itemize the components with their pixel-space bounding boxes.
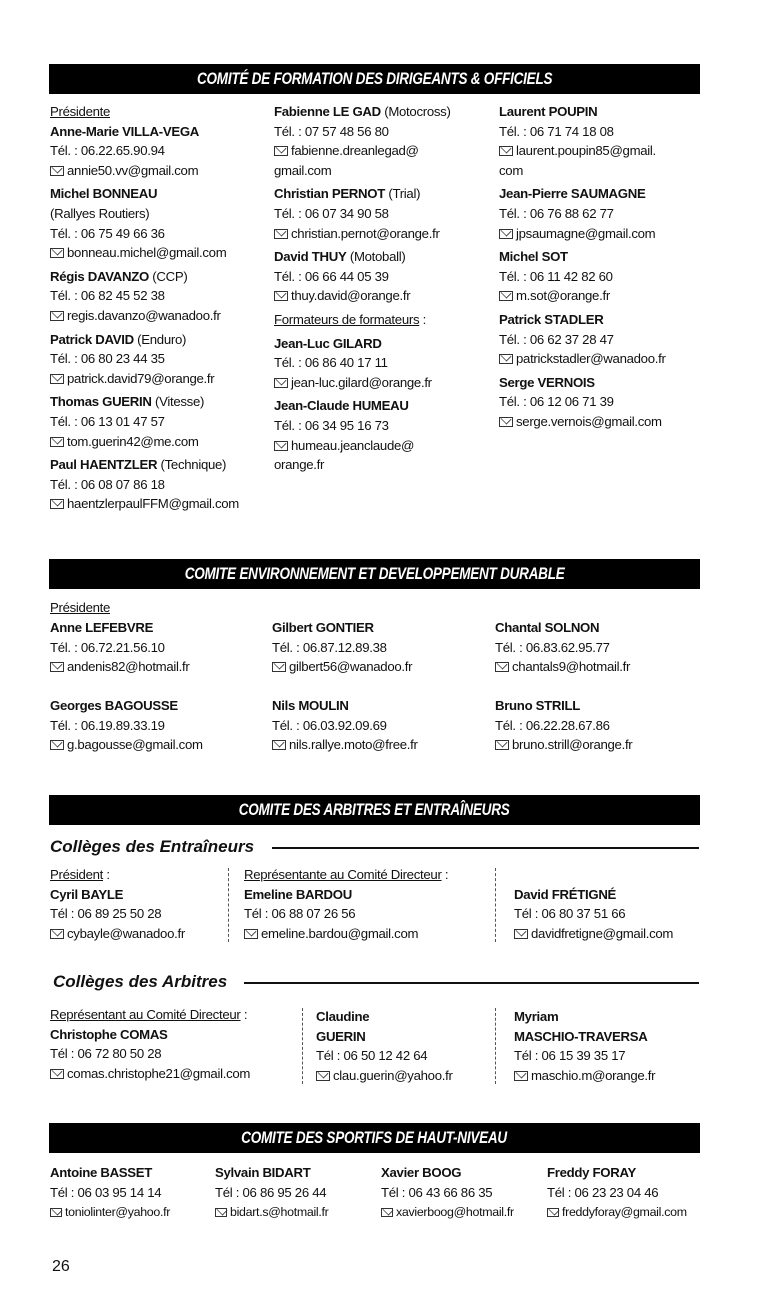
contact-name: Cyril BAYLE: [50, 886, 124, 902]
contact-email[interactable]: thuy.david@orange.fr: [291, 288, 411, 304]
contact-name: Laurent POUPIN: [499, 104, 598, 119]
contact-name: Freddy FORAY: [547, 1165, 636, 1180]
contact-name: MASCHIO-TRAVERSA: [514, 1028, 648, 1044]
role-label: Représentant au Comité Directeur: [50, 1007, 241, 1022]
contact-name: Gilbert GONTIER: [272, 620, 374, 635]
contact-email[interactable]: bruno.strill@orange.fr: [512, 737, 633, 753]
contact-name: Claudine: [316, 1009, 370, 1024]
section-header-arbitres: COMITE DES ARBITRES ET ENTRAÎNEURS: [49, 795, 700, 825]
role-colon: :: [240, 1007, 248, 1022]
contact-phone: Tél. : 06.03.92.09.69: [272, 717, 387, 733]
mail-icon: [274, 229, 288, 239]
contact-phone: Tél : 06 03 95 14 14: [50, 1184, 162, 1200]
contact-phone: Tél : 06 86 95 26 44: [215, 1184, 327, 1200]
mail-icon: [244, 929, 258, 939]
contact-email[interactable]: chantals9@hotmail.fr: [512, 659, 631, 675]
contact-email[interactable]: christian.pernot@orange.fr: [291, 225, 440, 241]
mail-icon: [274, 291, 288, 301]
contact-entry: [50, 122, 239, 181]
contact-name: GUERIN: [316, 1028, 366, 1044]
mail-icon: [514, 929, 528, 939]
contact-entry: [499, 102, 666, 180]
mail-icon: [274, 441, 288, 451]
mail-icon: [50, 929, 64, 939]
contact-list: [274, 102, 451, 306]
contact-card: [272, 618, 412, 677]
contact-email[interactable]: jpsaumagne@gmail.com: [516, 225, 656, 241]
mail-icon: [495, 740, 509, 750]
contact-email[interactable]: g.bagousse@gmail.com: [67, 737, 203, 753]
contact-entry: [50, 455, 239, 514]
contact-phone: Tél : 06 80 37 51 66: [514, 906, 626, 922]
contact-entry: [499, 373, 666, 432]
contact-name: Emeline BARDOU: [244, 886, 352, 902]
entraineurs-col-2: [244, 865, 448, 943]
contact-name: Serge VERNOIS: [499, 374, 595, 390]
contact-card: [495, 618, 630, 677]
contact-card: [215, 1163, 328, 1223]
contact-email[interactable]: comas.christophe21@gmail.com: [67, 1065, 251, 1081]
contact-name: Myriam: [514, 1009, 559, 1024]
contact-name: Nils MOULIN: [272, 698, 349, 713]
contact-name: Chantal SOLNON: [495, 620, 600, 635]
contact-entry: [50, 184, 239, 262]
contact-card: [381, 1163, 514, 1223]
contact-detail: Tél. : 06 76 88 62 77: [499, 205, 614, 221]
president-label: Présidente: [50, 600, 111, 615]
contact-discipline: (Technique): [157, 457, 227, 473]
contact-email[interactable]: fabienne.dreanlegad@: [291, 143, 419, 159]
entraineurs-col-1: [50, 865, 185, 943]
mail-icon: [514, 1071, 528, 1081]
entraineurs-col-3: [514, 885, 673, 944]
contact-phone: Tél : 06 72 80 50 28: [50, 1046, 162, 1062]
contact-detail: Tél. : 06 80 23 44 35: [50, 351, 165, 367]
contact-name: Régis DAVANZO: [50, 268, 149, 284]
contact-name: Jean-Pierre SAUMAGNE: [499, 186, 646, 202]
contact-name: Anne-Marie VILLA-VEGA: [50, 123, 200, 139]
contact-email[interactable]: com: [499, 162, 524, 178]
contact-entry: [50, 392, 239, 451]
mail-icon: [499, 291, 513, 301]
contact-phone: Tél : 06 15 39 35 17: [514, 1048, 626, 1064]
heading-rule: [272, 847, 699, 849]
contact-detail: Tél. : 06 07 34 90 58: [274, 205, 389, 221]
section-header-formation: COMITÉ DE FORMATION DES DIRIGEANTS & OFFICIELS: [49, 64, 700, 94]
contact-email[interactable]: maschio.m@orange.fr: [531, 1067, 656, 1083]
contact-name: Patrick STADLER: [499, 311, 604, 327]
contact-email[interactable]: freddyforay@gmail.com: [562, 1205, 687, 1220]
contact-email[interactable]: haentzlerpaulFFM@gmail.com: [67, 496, 239, 512]
contact-phone: Tél : 06 89 25 50 28: [50, 906, 162, 922]
contact-detail: Tél. : 06 86 40 17 11: [274, 355, 388, 371]
mail-icon: [547, 1208, 559, 1217]
mail-icon: [381, 1208, 393, 1217]
environnement-president-label: [50, 598, 110, 618]
contact-email[interactable]: gilbert56@wanadoo.fr: [289, 659, 413, 675]
contact-email[interactable]: davidfretigne@gmail.com: [531, 925, 674, 941]
contact-discipline: (Motocross): [380, 104, 451, 119]
formateurs-label: Formateurs de formateurs: [274, 311, 420, 327]
contact-entry: [499, 184, 666, 243]
contact-email[interactable]: clau.guerin@yahoo.fr: [333, 1067, 453, 1083]
formateurs-colon: :: [419, 311, 426, 327]
contact-card: [272, 696, 418, 755]
contact-discipline: (Trial): [384, 186, 421, 202]
contact-name: Georges BAGOUSSE: [50, 698, 178, 713]
contact-entry: [274, 247, 451, 306]
contact-list: [50, 122, 239, 514]
contact-list: [499, 102, 666, 432]
formateurs-list: [274, 334, 451, 475]
formation-column-3: [499, 102, 666, 436]
mail-icon: [50, 166, 64, 176]
contact-discipline: (Vitesse): [151, 394, 205, 410]
contact-email[interactable]: regis.davanzo@wanadoo.fr: [67, 307, 221, 323]
mail-icon: [50, 499, 64, 509]
arbitres-col-3: [514, 1007, 655, 1085]
formation-column-2: [274, 102, 451, 479]
mail-icon: [50, 662, 64, 672]
contact-phone: Tél : 06 88 07 26 56: [244, 906, 356, 922]
contact-card: [50, 1163, 170, 1223]
column-divider: [495, 1008, 496, 1084]
contact-detail: Tél. : 06 34 95 16 73: [274, 417, 389, 433]
contact-entry: [274, 184, 451, 243]
contact-email[interactable]: orange.fr: [274, 457, 325, 473]
contact-email[interactable]: bidart.s@hotmail.fr: [230, 1205, 329, 1220]
contact-name: Anne LEFEBVRE: [50, 620, 154, 635]
column-divider: [495, 868, 496, 942]
contact-name: Sylvain BIDART: [215, 1165, 311, 1180]
contact-name: Bruno STRILL: [495, 698, 581, 713]
mail-icon: [272, 740, 286, 750]
mail-icon: [274, 378, 288, 388]
contact-email[interactable]: emeline.bardou@gmail.com: [261, 925, 419, 941]
contact-detail: Tél. : 06 66 44 05 39: [274, 268, 389, 284]
role-label: Président: [50, 867, 104, 882]
mail-icon: [499, 354, 513, 364]
role-colon: :: [103, 867, 110, 882]
contact-name: Jean-Luc GILARD: [274, 335, 382, 351]
page-number: 26: [52, 1258, 70, 1275]
contact-phone: Tél. : 06.83.62.95.77: [495, 639, 610, 655]
contact-detail: (Rallyes Routiers): [50, 205, 150, 221]
contact-entry: [50, 267, 239, 326]
contact-name: Michel SOT: [499, 249, 568, 265]
contact-card: [495, 696, 632, 755]
contact-phone: Tél. : 06.72.21.56.10: [50, 639, 165, 655]
contact-name: Christophe COMAS: [50, 1026, 168, 1042]
arbitres-col-2: [316, 1007, 453, 1085]
contact-phone: Tél : 06 50 12 42 64: [316, 1048, 428, 1064]
contact-email[interactable]: tom.guerin42@me.com: [67, 433, 199, 449]
contact-discipline: (Motoball): [346, 249, 406, 265]
heading-rule: [244, 982, 699, 984]
contact-detail: Tél. : 06 08 07 86 18: [50, 476, 165, 492]
contact-name: Paul HAENTZLER: [50, 457, 158, 473]
contact-email[interactable]: m.sot@orange.fr: [516, 288, 610, 304]
contact-entry: [274, 396, 451, 474]
contact-detail: Tél. : 06 82 45 52 38: [50, 288, 165, 304]
president-label: Présidente: [50, 104, 111, 119]
contact-entry: [274, 334, 451, 393]
contact-phone: Tél : 06 43 66 86 35: [381, 1184, 493, 1200]
contact-email[interactable]: toniolinter@yahoo.fr: [65, 1205, 171, 1220]
contact-discipline: (CCP): [148, 268, 188, 284]
contact-card: [547, 1163, 687, 1223]
mail-icon: [50, 248, 64, 258]
contact-detail: Tél. : 06 62 37 28 47: [499, 331, 614, 347]
contact-entry: [499, 247, 666, 306]
mail-icon: [50, 374, 64, 384]
contact-email[interactable]: patrickstadler@wanadoo.fr: [516, 351, 666, 367]
mail-icon: [50, 1069, 64, 1079]
mail-icon: [215, 1208, 227, 1217]
contact-name: David FRÉTIGNÉ: [514, 886, 617, 902]
mail-icon: [499, 417, 513, 427]
formation-column-1: [50, 102, 239, 518]
mail-icon: [50, 311, 64, 321]
contact-email[interactable]: gmail.com: [274, 162, 332, 178]
contact-phone: Tél. : 06.87.12.89.38: [272, 639, 387, 655]
contact-detail: Tél. : 06 12 06 71 39: [499, 394, 614, 410]
contact-email[interactable]: serge.vernois@gmail.com: [516, 413, 662, 429]
contact-name: Christian PERNOT: [274, 186, 385, 202]
contact-discipline: (Enduro): [133, 331, 187, 347]
mail-icon: [272, 662, 286, 672]
contact-detail: Tél. : 07 57 48 56 80: [274, 123, 389, 139]
contact-card: [50, 618, 189, 677]
contact-detail: Tél. : 06 11 42 82 60: [499, 268, 613, 284]
contact-name: Thomas GUERIN: [50, 394, 152, 410]
contact-detail: Tél. : 06 71 74 18 08: [499, 123, 614, 139]
contact-phone: Tél : 06 23 23 04 46: [547, 1184, 659, 1200]
mail-icon: [50, 1208, 62, 1217]
mail-icon: [495, 662, 509, 672]
contact-name: Fabienne LE GAD: [274, 104, 381, 119]
contact-email[interactable]: bonneau.michel@gmail.com: [67, 245, 227, 261]
contact-phone: Tél. : 06.22.28.67.86: [495, 717, 610, 733]
arbitres-heading: Collèges des Arbitres: [53, 972, 228, 991]
mail-icon: [316, 1071, 330, 1081]
section-header-haut-niveau: COMITE DES SPORTIFS DE HAUT-NIVEAU: [49, 1123, 700, 1153]
contact-entry: [274, 102, 451, 180]
contact-name: Xavier BOOG: [381, 1165, 462, 1180]
contact-email[interactable]: nils.rallye.moto@free.fr: [289, 737, 418, 753]
role-colon: :: [441, 867, 449, 882]
contact-entry: [50, 330, 239, 389]
contact-email[interactable]: jean-luc.gilard@orange.fr: [291, 374, 432, 390]
contact-detail: Tél. : 06 75 49 66 36: [50, 225, 165, 241]
contact-name: Michel BONNEAU: [50, 186, 158, 202]
contact-name: Antoine BASSET: [50, 1165, 153, 1180]
column-divider: [302, 1008, 303, 1084]
contact-phone: Tél. : 06.19.89.33.19: [50, 717, 165, 733]
contact-email[interactable]: andenis82@hotmail.fr: [67, 659, 190, 675]
arbitres-col-1: [50, 1005, 250, 1083]
role-label: Représentante au Comité Directeur: [244, 867, 442, 882]
contact-entry: [499, 310, 666, 369]
mail-icon: [50, 437, 64, 447]
contact-email[interactable]: cybayle@wanadoo.fr: [67, 925, 185, 941]
mail-icon: [50, 740, 64, 750]
contact-card: [50, 696, 203, 755]
mail-icon: [274, 146, 288, 156]
contact-email[interactable]: humeau.jeanclaude@: [291, 437, 415, 453]
mail-icon: [499, 146, 513, 156]
contact-name: David THUY: [274, 249, 347, 265]
contact-detail: Tél. : 06.22.65.90.94: [50, 143, 165, 159]
section-header-environnement: COMITE ENVIRONNEMENT ET DEVELOPPEMENT DURABLE: [49, 559, 700, 589]
contact-name: Jean-Claude HUMEAU: [274, 398, 409, 414]
contact-detail: Tél. : 06 13 01 47 57: [50, 413, 165, 429]
entraineurs-heading: Collèges des Entraîneurs: [50, 837, 255, 856]
contact-email[interactable]: annie50.vv@gmail.com: [67, 162, 199, 178]
contact-name: Patrick DAVID: [50, 331, 134, 347]
column-divider: [228, 868, 229, 942]
contact-email[interactable]: patrick.david79@orange.fr: [67, 370, 215, 386]
contact-email[interactable]: laurent.poupin85@gmail.: [516, 143, 656, 159]
contact-email[interactable]: xavierboog@hotmail.fr: [396, 1205, 514, 1220]
mail-icon: [499, 229, 513, 239]
